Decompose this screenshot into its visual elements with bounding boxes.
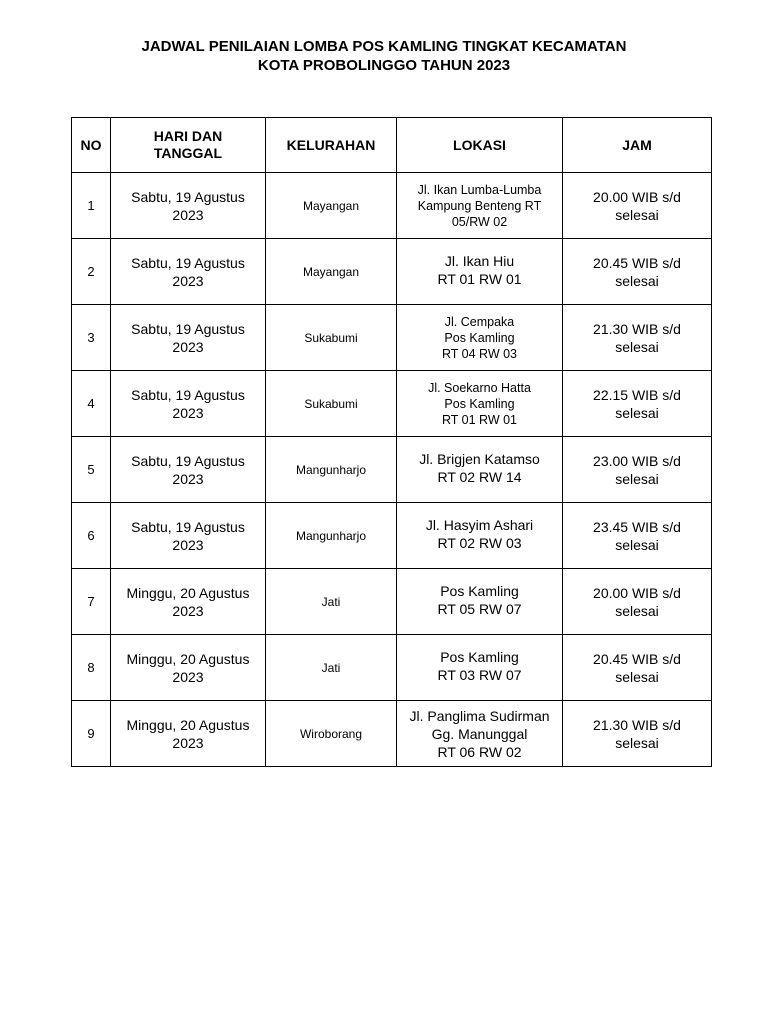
- lokasi-line-1: Jl. Ikan Hiu: [444, 253, 515, 269]
- cell-kelurahan: Sukabumi: [266, 305, 397, 371]
- date-line-2: 2023: [172, 602, 204, 619]
- lokasi-line-2: Gg. Manunggal: [431, 725, 528, 742]
- lokasi-line-2: RT 01 RW 01: [437, 271, 522, 287]
- date-line-2: 2023: [172, 404, 204, 421]
- date-line-1: Sabtu, 19 Agustus: [131, 320, 245, 337]
- jam-line-1: 23.00 WIB s/d: [593, 452, 681, 469]
- date-line-1: Sabtu, 19 Agustus: [131, 518, 245, 535]
- table-row: [72, 371, 712, 437]
- lokasi-line-3: RT 01 RW 01: [441, 412, 518, 427]
- jam-line-1: 21.30 WIB s/d: [593, 716, 681, 733]
- cell-no: 1: [72, 173, 111, 239]
- header-no: NO: [72, 118, 111, 173]
- jam-line-2: selesai: [615, 404, 659, 421]
- cell-no: 4: [72, 371, 111, 437]
- table-row: [72, 569, 712, 635]
- lokasi-line-1: Jl. Panglima Sudirman: [409, 707, 550, 724]
- cell-kelurahan: Jati: [266, 635, 397, 701]
- cell-no: 6: [72, 503, 111, 569]
- lokasi-line-1: Jl. Hasyim Ashari: [425, 517, 534, 533]
- cell-lokasi: [397, 173, 563, 239]
- cell-kelurahan: Jati: [266, 569, 397, 635]
- header-date-line-2: TANGGAL: [153, 145, 223, 161]
- cell-jam: [563, 503, 712, 569]
- cell-jam: [563, 701, 712, 767]
- lokasi-line-1: Jl. Cempaka: [444, 314, 515, 329]
- lokasi-line-3: 05/RW 02: [451, 214, 508, 229]
- cell-kelurahan: Mayangan: [266, 239, 397, 305]
- lokasi-line-2: RT 02 RW 03: [437, 535, 522, 551]
- cell-date: [111, 635, 266, 701]
- lokasi-line-2: Pos Kamling: [444, 396, 515, 411]
- jam-line-2: selesai: [615, 734, 659, 751]
- title-line-1: JADWAL PENILAIAN LOMBA POS KAMLING TINGKAT KECAMATAN: [141, 38, 627, 55]
- lokasi-line-1: Pos Kamling: [440, 583, 519, 599]
- table-header-row: [72, 118, 712, 173]
- table-row: [72, 173, 712, 239]
- document-title: [0, 37, 768, 75]
- date-line-1: Sabtu, 19 Agustus: [131, 254, 245, 271]
- date-line-1: Minggu, 20 Agustus: [126, 584, 250, 601]
- date-line-2: 2023: [172, 668, 204, 685]
- cell-lokasi: [397, 371, 563, 437]
- lokasi-line-1: Pos Kamling: [440, 649, 519, 665]
- jam-line-2: selesai: [615, 668, 659, 685]
- cell-kelurahan: Wiroborang: [266, 701, 397, 767]
- table-row: [72, 701, 712, 767]
- cell-date: [111, 371, 266, 437]
- date-line-2: 2023: [172, 536, 204, 553]
- cell-no: 2: [72, 239, 111, 305]
- cell-lokasi: [397, 569, 563, 635]
- lokasi-line-2: RT 03 RW 07: [437, 667, 522, 683]
- cell-date: [111, 437, 266, 503]
- lokasi-line-1: Jl. Ikan Lumba-Lumba: [417, 182, 542, 197]
- lokasi-line-1: Jl. Brigjen Katamso: [419, 451, 540, 467]
- schedule-table: [71, 117, 712, 767]
- table-row: [72, 437, 712, 503]
- cell-no: 5: [72, 437, 111, 503]
- header-lokasi: LOKASI: [397, 118, 563, 173]
- cell-date: [111, 701, 266, 767]
- lokasi-line-2: Kampung Benteng RT: [417, 198, 542, 213]
- cell-jam: [563, 569, 712, 635]
- jam-line-1: 20.00 WIB s/d: [593, 584, 681, 601]
- table-row: [72, 635, 712, 701]
- cell-no: 8: [72, 635, 111, 701]
- date-line-2: 2023: [172, 206, 204, 223]
- lokasi-line-2: Pos Kamling: [444, 330, 515, 345]
- date-line-2: 2023: [172, 734, 204, 751]
- cell-no: 7: [72, 569, 111, 635]
- date-line-1: Sabtu, 19 Agustus: [131, 452, 245, 469]
- table-row: [72, 239, 712, 305]
- cell-lokasi: [397, 701, 563, 767]
- jam-line-2: selesai: [615, 206, 659, 223]
- cell-jam: [563, 437, 712, 503]
- date-line-2: 2023: [172, 338, 204, 355]
- date-line-1: Sabtu, 19 Agustus: [131, 188, 245, 205]
- cell-lokasi: [397, 503, 563, 569]
- cell-jam: [563, 173, 712, 239]
- cell-lokasi: [397, 437, 563, 503]
- header-kelurahan: KELURAHAN: [266, 118, 397, 173]
- cell-kelurahan: Mangunharjo: [266, 503, 397, 569]
- cell-jam: [563, 239, 712, 305]
- cell-kelurahan: Mangunharjo: [266, 437, 397, 503]
- lokasi-line-2: RT 02 RW 14: [437, 469, 522, 485]
- table-row: [72, 305, 712, 371]
- cell-no: 9: [72, 701, 111, 767]
- jam-line-2: selesai: [615, 602, 659, 619]
- cell-date: [111, 305, 266, 371]
- cell-date: [111, 239, 266, 305]
- lokasi-line-1: Jl. Soekarno Hatta: [428, 380, 531, 395]
- date-line-2: 2023: [172, 272, 204, 289]
- cell-lokasi: [397, 635, 563, 701]
- date-line-1: Minggu, 20 Agustus: [126, 716, 250, 733]
- cell-lokasi: [397, 305, 563, 371]
- date-line-1: Minggu, 20 Agustus: [126, 650, 250, 667]
- cell-date: [111, 173, 266, 239]
- header-date-line-1: HARI DAN: [153, 128, 223, 144]
- jam-line-2: selesai: [615, 470, 659, 487]
- cell-jam: [563, 305, 712, 371]
- jam-line-2: selesai: [615, 338, 659, 355]
- title-line-2: KOTA PROBOLINGGO TAHUN 2023: [257, 57, 511, 74]
- jam-line-1: 20.45 WIB s/d: [593, 650, 681, 667]
- cell-kelurahan: Mayangan: [266, 173, 397, 239]
- cell-jam: [563, 371, 712, 437]
- cell-lokasi: [397, 239, 563, 305]
- date-line-2: 2023: [172, 470, 204, 487]
- jam-line-1: 20.00 WIB s/d: [593, 188, 681, 205]
- table-row: [72, 503, 712, 569]
- jam-line-1: 21.30 WIB s/d: [593, 320, 681, 337]
- cell-date: [111, 569, 266, 635]
- cell-date: [111, 503, 266, 569]
- lokasi-line-2: RT 05 RW 07: [437, 601, 522, 617]
- header-date: [111, 118, 266, 173]
- header-jam: JAM: [563, 118, 712, 173]
- date-line-1: Sabtu, 19 Agustus: [131, 386, 245, 403]
- cell-no: 3: [72, 305, 111, 371]
- lokasi-line-3: RT 04 RW 03: [441, 346, 518, 361]
- jam-line-1: 20.45 WIB s/d: [593, 254, 681, 271]
- jam-line-2: selesai: [615, 536, 659, 553]
- jam-line-1: 23.45 WIB s/d: [593, 518, 681, 535]
- cell-kelurahan: Sukabumi: [266, 371, 397, 437]
- cell-jam: [563, 635, 712, 701]
- jam-line-2: selesai: [615, 272, 659, 289]
- lokasi-line-3: RT 06 RW 02: [437, 743, 522, 760]
- jam-line-1: 22.15 WIB s/d: [593, 386, 681, 403]
